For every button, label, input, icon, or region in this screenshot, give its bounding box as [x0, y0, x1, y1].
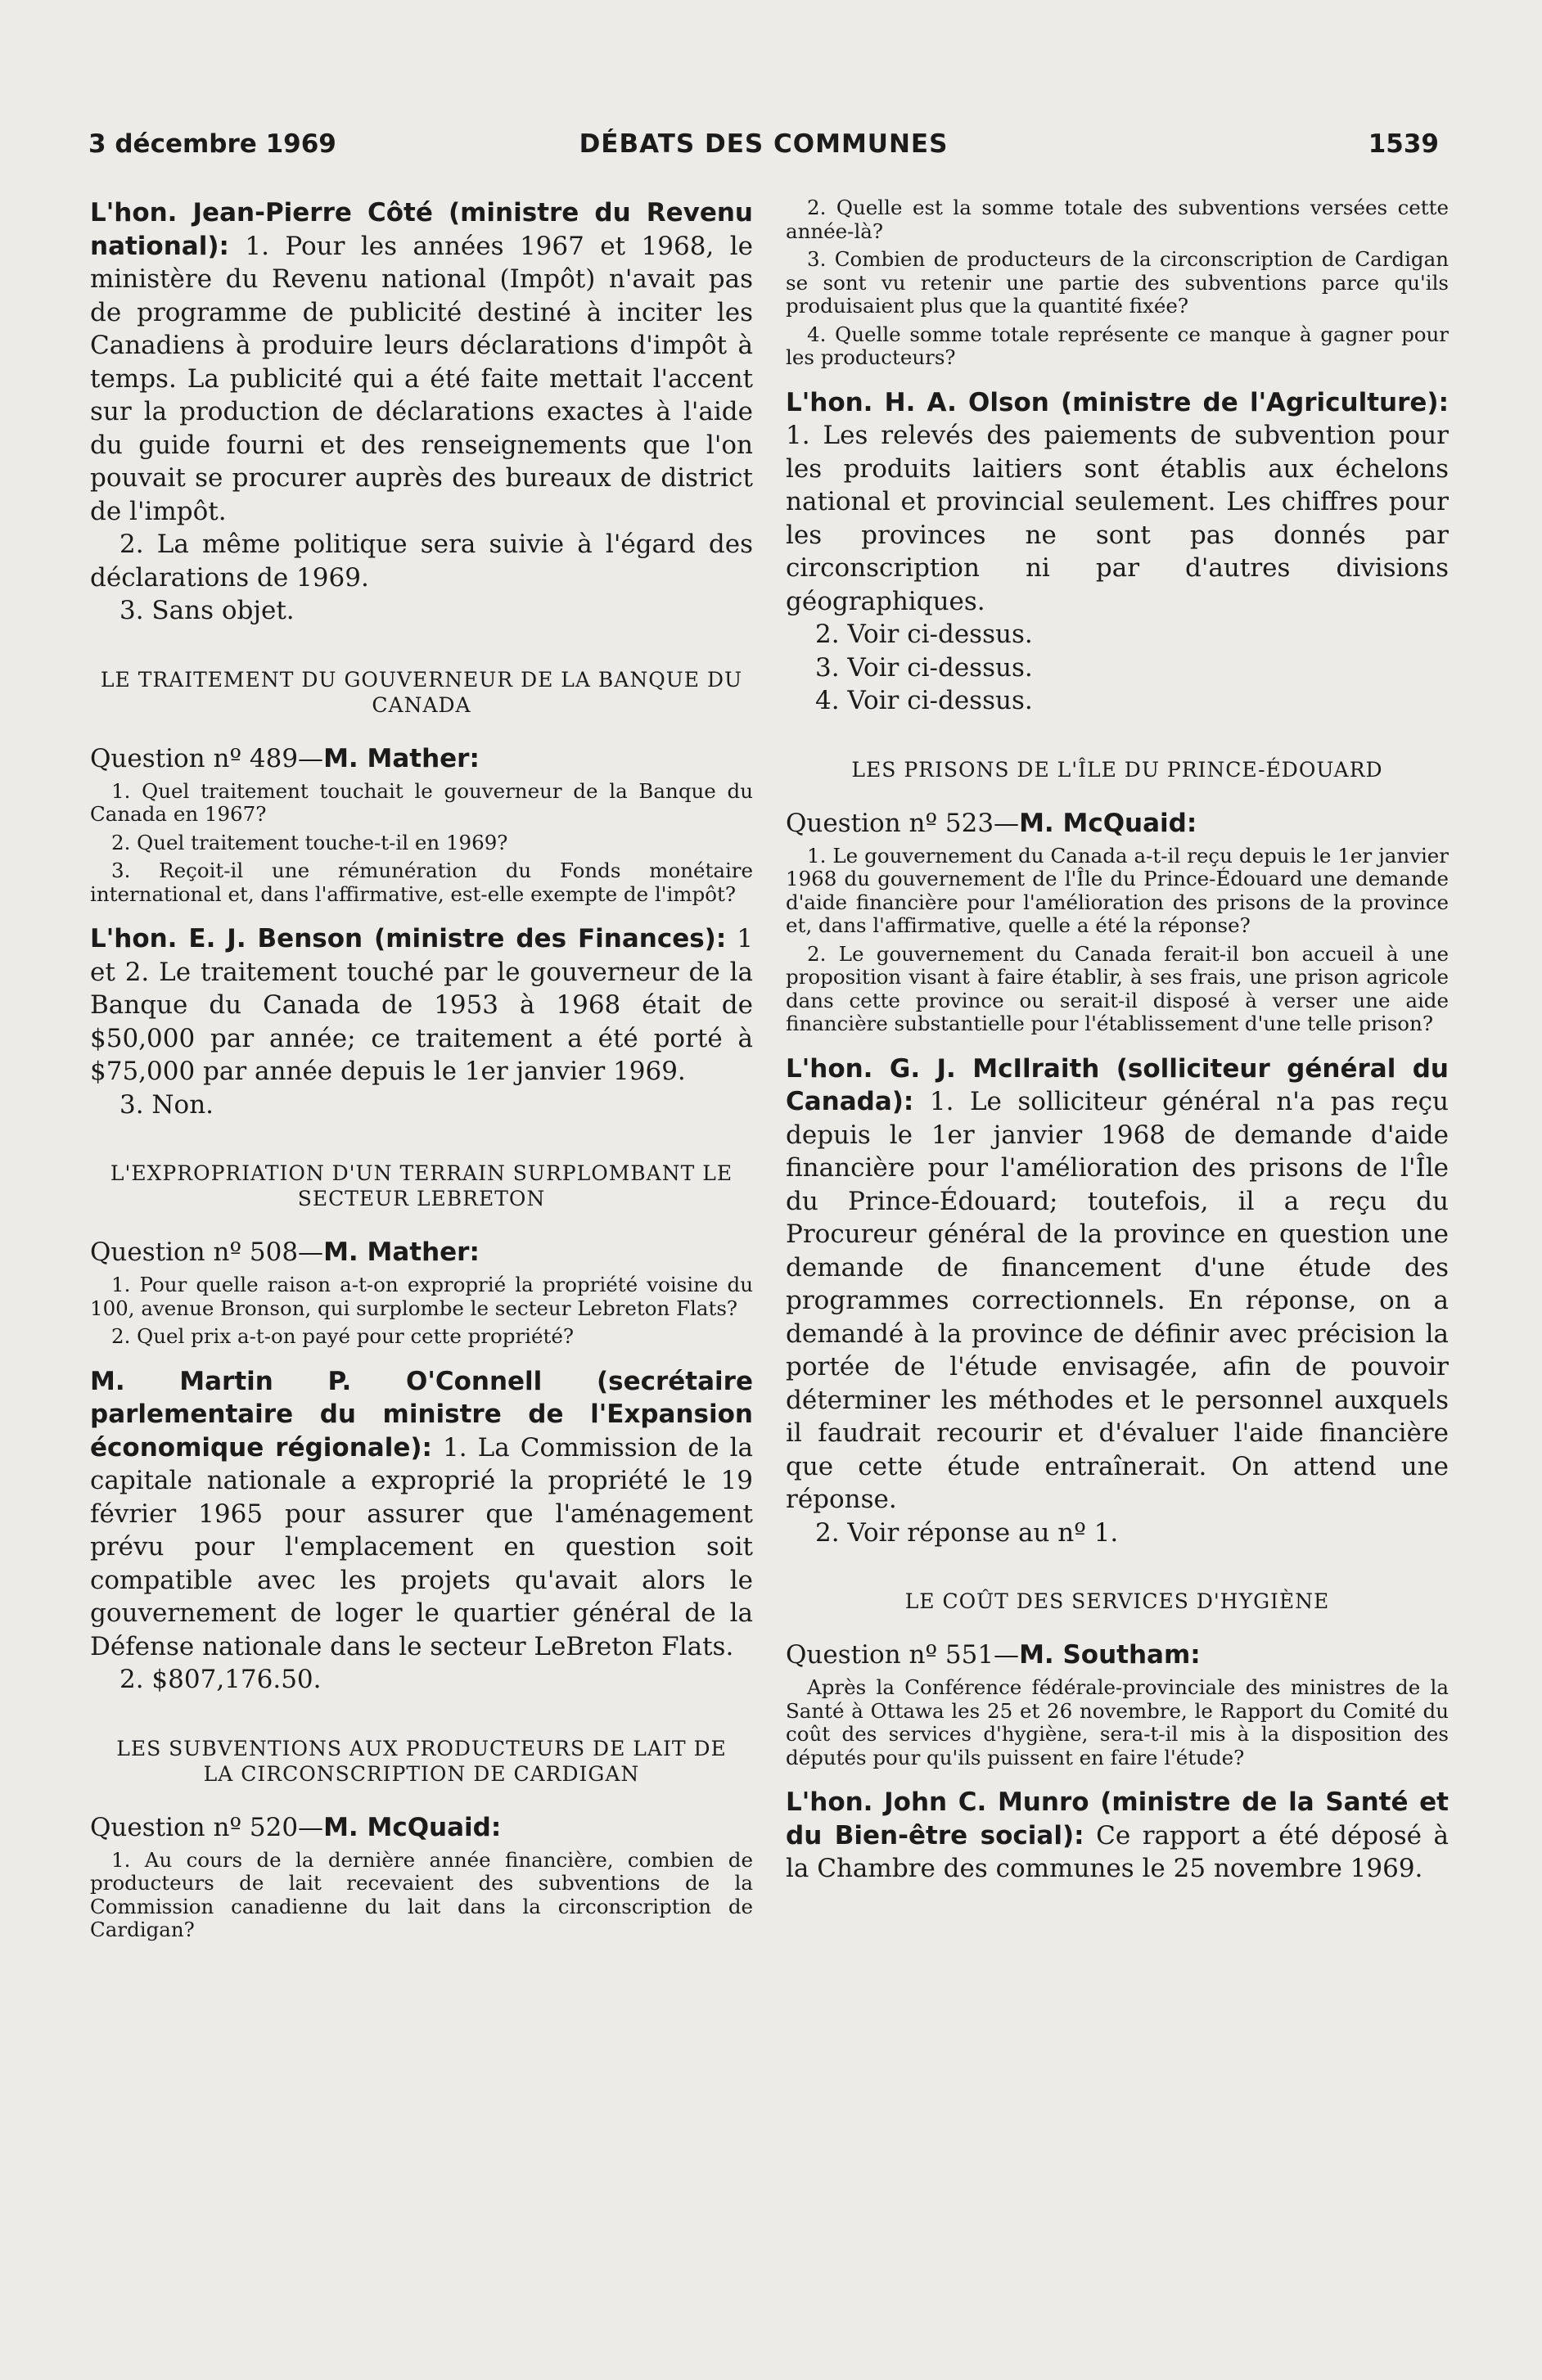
section-title: LES PRISONS DE L'ÎLE DU PRINCE-ÉDOUARD — [851, 757, 1383, 782]
answer-block — [90, 1365, 753, 1697]
answer-block — [786, 1786, 1449, 1886]
asker-name: M. McQuaid: — [1019, 808, 1197, 838]
answer-text: Ce rapport a été déposé à la Chambre des communes le 25 novembre 1969. — [786, 1820, 1449, 1883]
left-column — [90, 196, 753, 1947]
page-header — [88, 129, 1439, 170]
section-title: LES SUBVENTIONS AUX PRODUCTEURS DE LAIT DE LA CIRCONSCRIPTION DE CARDIGAN — [116, 1736, 727, 1786]
answer-paragraph: 2. $807,176.50. — [119, 1665, 322, 1694]
question-number: Question nº 489— — [90, 743, 324, 773]
answer-paragraph: 2. Voir ci-dessus. — [815, 620, 1033, 649]
question-number: Question nº 523— — [786, 808, 1020, 838]
question-item: 1. Pour quelle raison a-t-on exproprié la propriété voisine du 100, avenue Bronson, qui surplombe le secteur Lebreton Flats? — [90, 1273, 753, 1320]
speaker-name: L'hon. E. J. Benson (ministre des Finances): — [90, 924, 727, 953]
question-item: 1. Au cours de la dernière année financière, combien de producteurs de lait recevaient des subventions de la Commission canadienne du lait dans la circonscription de Cardigan? — [90, 1847, 753, 1941]
answer-paragraph: 3. Voir ci-dessus. — [815, 652, 1033, 683]
page-number: 1539 — [1368, 129, 1439, 159]
answer-paragraph: 2. La même politique sera suivie à l'égard des déclarations de 1969. — [90, 530, 753, 593]
question-heading — [786, 1639, 1449, 1671]
question-number: Question nº 551— — [786, 1640, 1020, 1670]
answer-paragraph — [90, 196, 753, 528]
answer-paragraph — [786, 386, 1449, 619]
question-item: 1. Quel traitement touchait le gouverneur de la Banque du Canada en 1967? — [90, 778, 753, 826]
question-item: 1. Le gouvernement du Canada a-t-il reçu depuis le 1er janvier 1968 du gouvernement de l'Île du Prince-Édouard une demande d'aide financière pour l'amélioration des prisons de la province et, dans l'affirmative, quelle a été la réponse? — [786, 843, 1449, 937]
header-title: DÉBATS DES COMMUNES — [579, 129, 949, 159]
speaker-name: L'hon. H. A. Olson (ministre de l'Agriculture): — [786, 387, 1449, 417]
answer-text: 1. Les relevés des paiements de subvention pour les produits laitiers sont établis aux échelons national et provincial seulement. Les chiffres pour les provinces ne sont pas donnés par circonscription ni par d'autres divisions géographiques. — [786, 421, 1449, 616]
question-heading — [90, 1811, 753, 1844]
speaker-name: L'hon. John C. Munro (ministre de la Santé et du Bien-être social): — [786, 1787, 1449, 1850]
question-item: 3. Combien de producteurs de la circonscription de Cardigan se sont vu retenir une partie des subventions parce qu'ils produisaient plus que la quantité fixée? — [786, 247, 1449, 318]
question-item: 3. Reçoit-il une rémunération du Fonds monétaire international et, dans l'affirmative, est-elle exempte de l'impôt? — [90, 859, 753, 906]
answer-text: 1 et 2. Le traitement touché par le gouverneur de la Banque du Canada de 1953 à 1968 était de $50,000 par année; ce traitement a été porté à $75,000 par année depuis le 1er janvier 1969. — [90, 924, 753, 1086]
asker-name: M. Mather: — [323, 1237, 480, 1267]
asker-name: M. McQuaid: — [323, 1812, 502, 1842]
asker-name: M. Mather: — [323, 743, 480, 773]
answer-paragraph — [786, 1786, 1449, 1886]
question-item: 2. Quelle est la somme totale des subventions versées cette année-là? — [786, 196, 1449, 243]
right-column — [786, 196, 1449, 1886]
question-item: Après la Conférence fédérale-provinciale des ministres de la Santé à Ottawa les 25 et 26 novembre, le Rapport du Comité du coût des services d'hygiène, sera-t-il mis à la disposition des députés pour qu'ils puissent en faire l'étude? — [786, 1675, 1449, 1769]
question-item: 4. Quelle somme totale représente ce manque à gagner pour les producteurs? — [786, 322, 1449, 369]
answer-block — [786, 386, 1449, 718]
section-title: LE COÛT DES SERVICES D'HYGIÈNE — [904, 1589, 1330, 1613]
speaker-name: M. Martin P. O'Connell (secrétaire parlementaire du ministre de l'Expansion économique régionale): — [90, 1366, 753, 1463]
answer-paragraph: 4. Voir ci-dessus. — [815, 686, 1033, 715]
question-heading — [90, 742, 753, 775]
answer-text: 1. Le solliciteur général n'a pas reçu depuis le 1er janvier 1968 de demande d'aide financière pour l'amélioration des prisons de l'Île du Prince-Édouard; toutefois, il a reçu du Procureur général de la province en question une demande de financement d'une étude des programmes correctionnels. En réponse, on a demandé à la province de définir avec précision la portée de l'étude envisagée, afin de pouvoir déterminer les méthodes et le personnel auxquels il faudrait recourir et d'évaluer l'aide financière que cette étude entraînerait. On attend une réponse. — [786, 1087, 1449, 1514]
answer-text: 1. Pour les années 1967 et 1968, le ministère du Revenu national (Impôt) n'avait pas de programme de publicité destiné à inciter les Canadiens à produire leurs déclarations d'impôt à temps. La publicité qui a été faite mettait l'accent sur la production de déclarations exactes à l'aide du guide fourni et des renseignements que l'on pouvait se procurer auprès des bureaux de district de l'impôt. — [90, 231, 753, 526]
question-number: Question nº 520— — [90, 1812, 324, 1842]
question-item: 2. Le gouvernement du Canada ferait-il bon accueil à une proposition visant à faire établir, à ses frais, une prison agricole dans cette province ou serait-il disposé à verser une aide financière substantielle pour l'établissement d'une telle prison? — [786, 941, 1449, 1035]
answer-paragraph: 2. Voir réponse au nº 1. — [815, 1517, 1119, 1548]
question-heading — [90, 1236, 753, 1269]
header-date: 3 décembre 1969 — [88, 129, 336, 159]
answer-paragraph: 3. Sans objet. — [119, 596, 295, 625]
answer-block — [90, 922, 753, 1121]
question-heading — [786, 807, 1449, 840]
answer-text: 1. La Commission de la capitale nationale a exproprié la propriété le 19 février 1965 pour assurer que l'aménagement prévu pour l'emplacement en question soit compatible avec les projets qu'avait alors le gouvernement de loger le quartier général de la Défense nationale dans le secteur LeBreton Flats. — [90, 1432, 753, 1661]
answer-block — [786, 1053, 1449, 1550]
answer-paragraph: 3. Non. — [119, 1089, 214, 1120]
section-title: L'EXPROPRIATION D'UN TERRAIN SURPLOMBANT LE SECTEUR LEBRETON — [110, 1161, 733, 1210]
speaker-name: L'hon. G. J. McIlraith (solliciteur général du Canada): — [786, 1053, 1449, 1116]
speaker-name: L'hon. Jean-Pierre Côté (ministre du Revenu national): — [90, 198, 753, 261]
answer-paragraph — [90, 922, 753, 1089]
question-item: 2. Quel traitement touche-t-il en 1969? — [111, 830, 508, 854]
answer-paragraph — [786, 1053, 1449, 1517]
question-item: 2. Quel prix a-t-on payé pour cette propriété? — [111, 1324, 574, 1348]
answer-paragraph — [90, 1365, 753, 1664]
section-title: LE TRAITEMENT DU GOUVERNEUR DE LA BANQUE DU CANADA — [100, 667, 743, 717]
question-number: Question nº 508— — [90, 1237, 324, 1267]
asker-name: M. Southam: — [1019, 1640, 1201, 1670]
